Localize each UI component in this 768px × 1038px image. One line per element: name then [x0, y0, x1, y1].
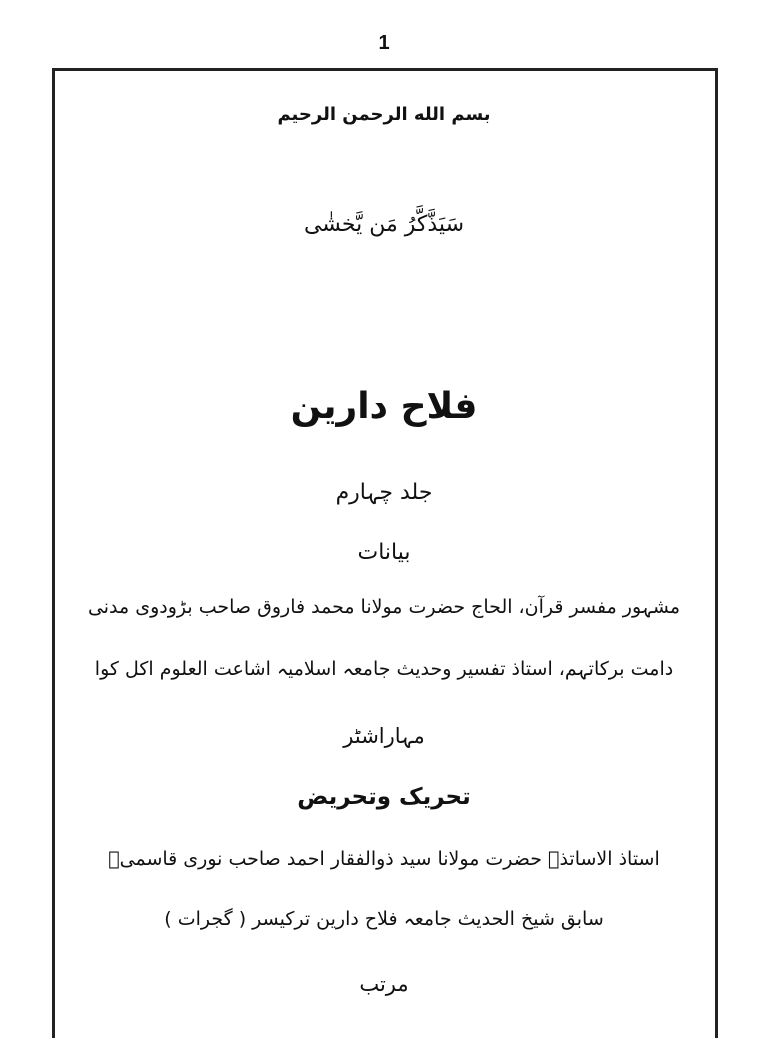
author-line-2: دامت برکاتہم، استاذ تفسیر وحدیث جامعہ اسلامیہ اشاعت العلوم اکل کوا: [94, 658, 674, 680]
book-title: فلاح دارین: [290, 386, 478, 427]
compiler-heading: مرتب: [359, 972, 409, 996]
volume-label: جلد چہارم: [335, 480, 433, 505]
patron-line-2: سابق شیخ الحدیث جامعہ فلاح دارین ترکیسر ( گجرات ): [164, 908, 604, 930]
quranic-verse: سَيَذَّكَّرُ مَن يَّخشٰى: [303, 212, 465, 237]
region-label: مہاراشٹر: [343, 724, 425, 748]
author-line-1: مشہور مفسر قرآن، الحاج حضرت مولانا محمد فاروق صاحب بڑودوی مدنی: [87, 596, 681, 618]
content-type-label: بیانات: [357, 540, 411, 565]
patron-line-1: استاذ الاساتذہ حضرت مولانا سید ذوالفقار احمد صاحب نوری قاسمیؒ: [108, 848, 660, 870]
inspiration-heading: تحریک وتحریض: [297, 784, 471, 810]
bismillah: بسم الله الرحمن الرحيم: [277, 104, 491, 125]
page-number: 1: [378, 32, 390, 54]
